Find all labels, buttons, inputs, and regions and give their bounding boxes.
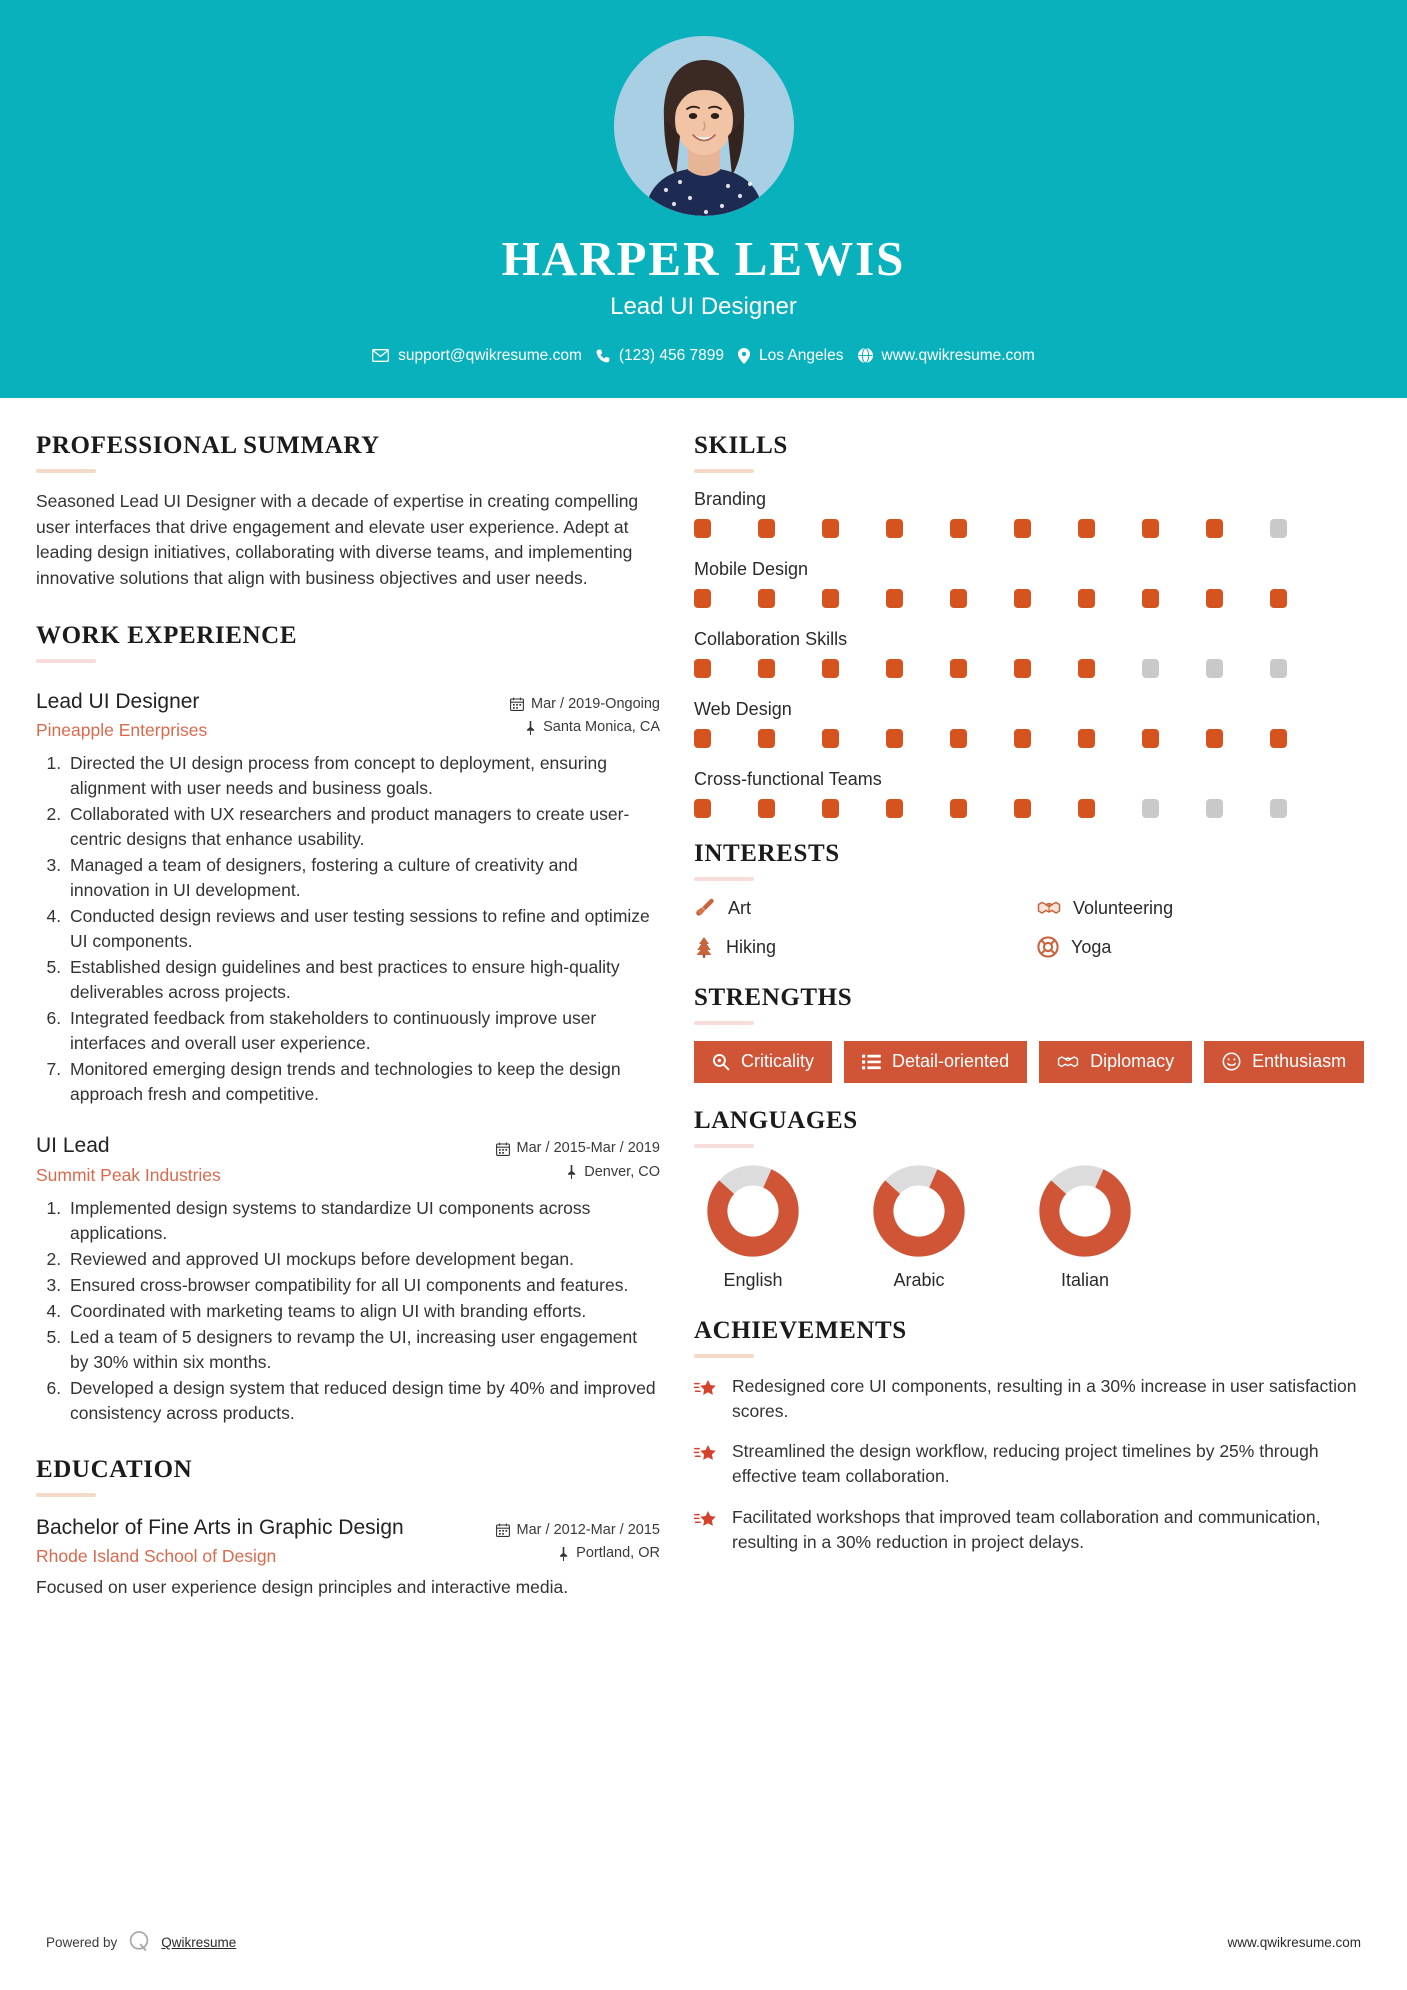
skill-dot bbox=[886, 519, 903, 538]
section-rule bbox=[694, 469, 754, 473]
achievement-text: Facilitated workshops that improved team collaboration and communication, resulting in a 30% reduction in project delays. bbox=[732, 1507, 1321, 1553]
skill-label: Branding bbox=[694, 489, 767, 509]
achievement-item bbox=[694, 1374, 1370, 1424]
interest-item bbox=[694, 897, 1027, 919]
calendar-icon bbox=[496, 1142, 510, 1156]
profile-photo-illustration bbox=[614, 36, 794, 216]
language-donut-chart bbox=[1038, 1164, 1132, 1258]
job-dates-text: Mar / 2019-Ongoing bbox=[531, 695, 660, 712]
skill-label: Cross-functional Teams bbox=[694, 769, 882, 789]
work-entry bbox=[36, 1133, 660, 1425]
education-location-text: Portland, OR bbox=[576, 1544, 660, 1561]
section-interests bbox=[694, 840, 1370, 958]
skill-dot bbox=[694, 589, 711, 608]
section-rule bbox=[36, 1493, 96, 1497]
interest-item bbox=[1037, 897, 1370, 919]
section-strengths bbox=[694, 984, 1370, 1083]
list-item: 7. Monitored emerging design trends and technologies to keep the design approach fresh and competitive. bbox=[66, 1057, 660, 1107]
globe-icon bbox=[858, 348, 873, 363]
section-heading-achievements: ACHIEVEMENTS bbox=[694, 1316, 907, 1344]
job-dates bbox=[496, 1137, 660, 1160]
skill-dot bbox=[1014, 729, 1031, 748]
list-item: 2. Collaborated with UX researchers and product managers to create user-centric designs that enhance usability. bbox=[66, 802, 660, 852]
education-dates bbox=[496, 1519, 660, 1542]
tree-icon bbox=[694, 936, 714, 958]
strength-badge bbox=[694, 1041, 832, 1083]
interest-label: Art bbox=[728, 897, 752, 918]
interest-label: Volunteering bbox=[1073, 897, 1174, 918]
skill-dot bbox=[694, 519, 711, 538]
degree-title: Bachelor of Fine Arts in Graphic Design bbox=[36, 1515, 404, 1539]
education-description: Focused on user experience design principles and interactive media. bbox=[36, 1576, 569, 1597]
section-heading-interests: INTERESTS bbox=[694, 840, 840, 867]
education-dates-text: Mar / 2012-Mar / 2015 bbox=[516, 1521, 660, 1538]
achievement-item bbox=[694, 1439, 1370, 1489]
job-dates bbox=[510, 693, 660, 716]
skill-dot bbox=[822, 589, 839, 608]
interest-item bbox=[1037, 936, 1370, 958]
page-title: HARPER LEWIS bbox=[501, 231, 906, 286]
skill-dot bbox=[1270, 589, 1287, 608]
skill-dot bbox=[694, 659, 711, 678]
footer-branding bbox=[46, 1929, 236, 1956]
calendar-icon bbox=[496, 1523, 510, 1537]
left-column bbox=[36, 432, 660, 1600]
school-name: Rhode Island School of Design bbox=[36, 1545, 277, 1566]
job-role: UI Lead bbox=[36, 1134, 110, 1158]
skill-dot bbox=[1142, 589, 1159, 608]
skill-dot bbox=[1206, 729, 1223, 748]
skill-dot bbox=[1142, 799, 1159, 818]
education-meta bbox=[496, 1515, 660, 1565]
search-icon bbox=[712, 1053, 730, 1071]
contact-location[interactable] bbox=[738, 347, 843, 365]
skill-rating bbox=[694, 659, 1370, 678]
footer-website[interactable]: www.qwikresume.com bbox=[1227, 1935, 1361, 1950]
section-rule bbox=[694, 1354, 754, 1358]
list-item: 5. Established design guidelines and best practices to ensure high-quality deliverables across projects. bbox=[66, 955, 660, 1005]
section-heading-skills: SKILLS bbox=[694, 432, 788, 459]
skill-dot bbox=[950, 589, 967, 608]
skill-label: Web Design bbox=[694, 699, 792, 719]
list-item: 4. Conducted design reviews and user testing sessions to refine and optimize UI components. bbox=[66, 904, 660, 954]
section-skills bbox=[694, 432, 1370, 818]
job-location-text: Santa Monica, CA bbox=[543, 719, 660, 736]
skill-rating bbox=[694, 589, 1370, 608]
skill-dot bbox=[1078, 729, 1095, 748]
contact-row bbox=[372, 347, 1035, 365]
contact-location-text: Los Angeles bbox=[759, 346, 844, 364]
skill-dot bbox=[886, 659, 903, 678]
skill-dot bbox=[1014, 799, 1031, 818]
skill-dot bbox=[822, 659, 839, 678]
skill-dot bbox=[1270, 799, 1287, 818]
strength-badge bbox=[1039, 1041, 1192, 1083]
section-languages bbox=[694, 1107, 1370, 1291]
section-rule bbox=[694, 1144, 754, 1148]
skill-dot bbox=[822, 799, 839, 818]
skill-dot bbox=[758, 659, 775, 678]
skill-dot bbox=[1270, 729, 1287, 748]
list-item: 2. Reviewed and approved UI mockups before development began. bbox=[66, 1247, 660, 1272]
list-item: 1. Directed the UI design process from concept to deployment, ensuring alignment with user needs and business goals. bbox=[66, 751, 660, 801]
education-entry bbox=[36, 1515, 660, 1601]
language-label: Arabic bbox=[893, 1269, 945, 1290]
skill-dot bbox=[1014, 659, 1031, 678]
section-heading-education: EDUCATION bbox=[36, 1455, 193, 1483]
job-meta bbox=[496, 1133, 660, 1183]
job-title: Lead UI Designer bbox=[610, 292, 797, 320]
strength-label: Criticality bbox=[741, 1051, 815, 1071]
language-item bbox=[866, 1164, 972, 1291]
section-rule bbox=[694, 1021, 754, 1025]
list-icon bbox=[862, 1054, 881, 1070]
shooting-star-icon bbox=[694, 1374, 718, 1400]
skill-rating bbox=[694, 799, 1370, 818]
skill-dot bbox=[758, 519, 775, 538]
job-company: Summit Peak Industries bbox=[36, 1164, 221, 1185]
contact-phone[interactable] bbox=[596, 347, 724, 365]
contact-website[interactable] bbox=[858, 347, 1035, 365]
skill-dot bbox=[758, 799, 775, 818]
list-item: 6. Integrated feedback from stakeholders to continuously improve user interfaces and overall user experience. bbox=[66, 1006, 660, 1056]
skill-dot bbox=[822, 519, 839, 538]
contact-email[interactable] bbox=[372, 347, 582, 365]
skill-dot bbox=[694, 729, 711, 748]
contact-website-text: www.qwikresume.com bbox=[881, 346, 1035, 364]
skill-dot bbox=[1270, 659, 1287, 678]
language-donut-chart bbox=[706, 1164, 800, 1258]
skill-dot bbox=[886, 799, 903, 818]
handshake-icon bbox=[1037, 898, 1061, 918]
interest-label: Yoga bbox=[1071, 936, 1112, 957]
lifebuoy-icon bbox=[1037, 936, 1059, 958]
achievement-text: Redesigned core UI components, resulting in a 30% increase in user satisfaction scores. bbox=[732, 1375, 1357, 1421]
job-company: Pineapple Enterprises bbox=[36, 720, 208, 741]
map-pin-icon bbox=[738, 348, 750, 364]
skill-label: Mobile Design bbox=[694, 559, 809, 579]
skill-label: Collaboration Skills bbox=[694, 629, 848, 649]
skill-dot bbox=[950, 519, 967, 538]
skill-item bbox=[694, 559, 1370, 608]
skill-dot bbox=[1206, 659, 1223, 678]
summary-text: Seasoned Lead UI Designer with a decade of expertise in creating compelling user interfaces that drive engagement and elevate user experience. Adept at leading design initiatives, collaborating with diverse teams, and implementing innovative solutions that align with business objectives and user needs. bbox=[36, 491, 639, 589]
skill-dot bbox=[1142, 519, 1159, 538]
language-label: Italian bbox=[1060, 1269, 1110, 1290]
section-heading-languages: LANGUAGES bbox=[694, 1106, 858, 1134]
calendar-icon bbox=[510, 697, 524, 711]
skill-item bbox=[694, 769, 1370, 818]
envelope-icon bbox=[372, 349, 389, 362]
skill-dot bbox=[1206, 519, 1223, 538]
job-dates-text: Mar / 2015-Mar / 2019 bbox=[516, 1140, 660, 1157]
language-item bbox=[1032, 1164, 1138, 1291]
achievement-item bbox=[694, 1505, 1370, 1555]
section-heading-summary: PROFESSIONAL SUMMARY bbox=[36, 432, 380, 459]
job-location bbox=[510, 716, 660, 739]
phone-icon bbox=[596, 349, 610, 363]
skill-dot bbox=[1014, 589, 1031, 608]
paint-brush-icon bbox=[694, 897, 716, 919]
section-achievements bbox=[694, 1317, 1370, 1555]
skill-dot bbox=[886, 589, 903, 608]
avatar bbox=[614, 36, 794, 216]
list-item: 5. Led a team of 5 designers to revamp the UI, increasing user engagement by 30% within six months. bbox=[66, 1325, 660, 1375]
education-location bbox=[496, 1542, 660, 1565]
skill-dot bbox=[758, 729, 775, 748]
qwikresume-logo-icon bbox=[127, 1929, 151, 1956]
skill-rating bbox=[694, 729, 1370, 748]
skill-dot bbox=[1206, 589, 1223, 608]
skill-dot bbox=[1078, 659, 1095, 678]
pin-icon bbox=[525, 721, 536, 735]
skill-dot bbox=[1270, 519, 1287, 538]
skill-dot bbox=[950, 729, 967, 748]
interest-label: Hiking bbox=[726, 936, 777, 957]
resume-body bbox=[0, 398, 1407, 1600]
list-item: 6. Developed a design system that reduced design time by 40% and improved consistency across products. bbox=[66, 1376, 660, 1426]
pin-icon bbox=[558, 1547, 569, 1561]
job-bullets bbox=[36, 1196, 660, 1426]
job-role: Lead UI Designer bbox=[36, 689, 200, 713]
shooting-star-icon bbox=[694, 1439, 718, 1465]
skill-item bbox=[694, 629, 1370, 678]
strength-label: Enthusiasm bbox=[1252, 1051, 1347, 1071]
language-donut-chart bbox=[872, 1164, 966, 1258]
skill-dot bbox=[950, 799, 967, 818]
smiley-icon bbox=[1222, 1052, 1241, 1071]
job-location-text: Denver, CO bbox=[584, 1163, 660, 1180]
job-meta bbox=[510, 689, 660, 739]
section-professional-summary bbox=[36, 432, 660, 592]
section-work-experience bbox=[36, 622, 660, 1426]
section-rule bbox=[36, 659, 96, 663]
section-heading-strengths: STRENGTHS bbox=[694, 984, 853, 1011]
strength-label: Diplomacy bbox=[1090, 1051, 1175, 1071]
section-heading-work: WORK EXPERIENCE bbox=[36, 621, 298, 649]
skill-dot bbox=[1142, 659, 1159, 678]
skill-dot bbox=[694, 799, 711, 818]
section-rule bbox=[36, 469, 96, 473]
interest-item bbox=[694, 936, 1027, 958]
work-entry bbox=[36, 689, 660, 1107]
section-rule bbox=[694, 877, 754, 881]
job-location bbox=[496, 1161, 660, 1184]
list-item: 3. Ensured cross-browser compatibility for all UI components and features. bbox=[66, 1273, 660, 1298]
contact-phone-text: (123) 456 7899 bbox=[618, 346, 725, 364]
strength-label: Detail-oriented bbox=[892, 1051, 1010, 1071]
list-item: 4. Coordinated with marketing teams to align UI with branding efforts. bbox=[66, 1299, 660, 1324]
language-label: English bbox=[723, 1269, 783, 1290]
qwikresume-link[interactable]: Qwikresume bbox=[161, 1935, 237, 1950]
skill-item bbox=[694, 489, 1370, 538]
right-column bbox=[694, 432, 1370, 1600]
contact-email-text: support@qwikresume.com bbox=[398, 346, 582, 364]
skill-dot bbox=[950, 659, 967, 678]
strength-badge bbox=[844, 1041, 1027, 1083]
skill-dot bbox=[1142, 729, 1159, 748]
list-item: 3. Managed a team of designers, fostering a culture of creativity and innovation in UI development. bbox=[66, 853, 660, 903]
section-education bbox=[36, 1456, 660, 1601]
skill-dot bbox=[1014, 519, 1031, 538]
skill-item bbox=[694, 699, 1370, 748]
language-item bbox=[700, 1164, 806, 1291]
handshake-icon bbox=[1057, 1053, 1079, 1071]
skill-dot bbox=[1206, 799, 1223, 818]
pin-icon bbox=[566, 1165, 577, 1179]
skill-dot bbox=[1078, 589, 1095, 608]
skill-dot bbox=[1078, 519, 1095, 538]
achievement-text: Streamlined the design workflow, reducing project timelines by 25% through effective team collaboration. bbox=[732, 1441, 1319, 1487]
page-footer bbox=[0, 1929, 1407, 1956]
shooting-star-icon bbox=[694, 1505, 718, 1531]
skill-dot bbox=[758, 589, 775, 608]
job-bullets bbox=[36, 751, 660, 1107]
skill-dot bbox=[1078, 799, 1095, 818]
skill-rating bbox=[694, 519, 1370, 538]
list-item: 1. Implemented design systems to standardize UI components across applications. bbox=[66, 1196, 660, 1246]
strength-badge bbox=[1204, 1041, 1364, 1083]
skill-dot bbox=[822, 729, 839, 748]
skill-dot bbox=[886, 729, 903, 748]
resume-header bbox=[0, 0, 1407, 398]
powered-by-label: Powered by bbox=[46, 1935, 118, 1950]
